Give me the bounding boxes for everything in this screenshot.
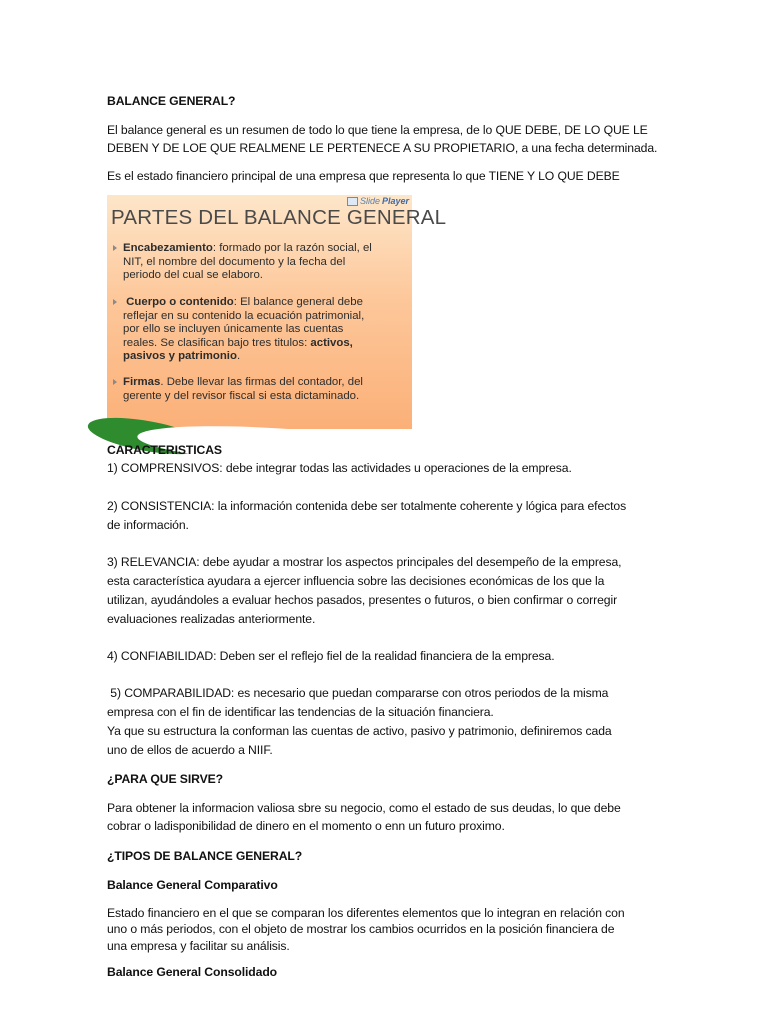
bullet-keyword: Firmas xyxy=(123,376,161,388)
caract-3-line-4: evaluaciones realizadas anteriormente. xyxy=(107,612,316,626)
caract-1: 1) COMPRENSIVOS: debe integrar todas las actividades u operaciones de la empresa. xyxy=(107,461,572,475)
bullet-arrow-icon xyxy=(113,245,117,251)
slide-bullet-firmas xyxy=(113,376,399,403)
heading-tipos-balance: ¿TIPOS DE BALANCE GENERAL? xyxy=(107,849,303,863)
caract-5-line-3: Ya que su estructura la conforman las cuentas de activo, pasivo y patrimonio, definiremos cada xyxy=(107,724,612,738)
caract-2-line-2: de información. xyxy=(107,518,189,532)
logo-prefix: Slide xyxy=(359,196,380,206)
logo-suffix: Player xyxy=(381,196,409,206)
bullet-text: . xyxy=(236,350,241,363)
intro-line-1: El balance general es un resumen de todo lo que tiene la empresa, de lo QUE DEBE, DE LO QUE LE xyxy=(107,123,648,137)
para-line-2: cobrar o ladisponibilidad de dinero en el momento o enn un futuro proximo. xyxy=(107,819,505,833)
heading-balance-consolidado: Balance General Consolidado xyxy=(107,965,278,979)
slide-bullet-encabezamiento xyxy=(113,242,399,283)
comparativo-line-3: una empresa y facilitar su análisis. xyxy=(107,939,290,953)
bullet-keyword: Cuerpo o contenido xyxy=(126,296,234,308)
bullet-text: por ello se incluyen únicamente las cuentas xyxy=(123,323,344,336)
slide-image-partes-balance xyxy=(107,195,447,429)
heading-balance-comparativo: Balance General Comparativo xyxy=(107,878,278,892)
intro-line-2: DEBEN Y DE LOE QUE REALMENE LE PERTENECE A SU PROPIETARIO, a una fecha determinada. xyxy=(107,141,658,155)
screen-icon xyxy=(347,197,358,206)
bullet-text: : formado por la razón social, el xyxy=(212,242,372,254)
slide-bullet-cuerpo xyxy=(113,296,399,364)
para-line-1: Para obtener la informacion valiosa sbre su negocio, como el estado de sus deudas, lo que debe xyxy=(107,801,621,815)
caract-5-line-2: empresa con el fin de identificar las tendencias de la situación financiera. xyxy=(107,705,494,719)
bullet-text: . Debe llevar las firmas del contador, del xyxy=(160,376,363,388)
caract-3-line-3: utilizan, ayudándoles a evaluar hechos pasados, presentes o futuros, o bien confirmar o corregir xyxy=(107,593,618,607)
comparativo-line-2: uno o más periodos, con el objeto de mostrar los cambios ocurridos en la posición financiera de xyxy=(107,922,615,936)
bullet-text: gerente y del revisor fiscal si esta dictaminado. xyxy=(123,389,360,402)
bullet-text: NIT, el nombre del documento y la fecha del xyxy=(123,255,346,268)
caract-3-line-2: esta característica ayudara a ejercer influencia sobre las decisiones económicas de los que la xyxy=(107,574,605,588)
slide-title: PARTES DEL BALANCE GENERAL xyxy=(111,206,447,229)
comparativo-line-1: Estado financiero en el que se comparan los diferentes elementos que lo integran en relación con xyxy=(107,906,625,920)
slideplayer-logo xyxy=(347,196,409,206)
bullet-arrow-icon xyxy=(113,299,117,305)
caract-3-line-1: 3) RELEVANCIA: debe ayudar a mostrar los aspectos principales del desempeño de la empresa, xyxy=(107,555,622,569)
intro-line-3: Es el estado financiero principal de una empresa que representa lo que TIENE Y LO QUE DEBE xyxy=(107,169,620,183)
bullet-keyword: activos, xyxy=(310,336,353,349)
caract-5-line-1: 5) COMPARABILIDAD: es necesario que puedan compararse con otros periodos de la misma xyxy=(107,686,609,700)
bullet-text: periodo del cual se elaboro. xyxy=(123,269,263,282)
bullet-arrow-icon xyxy=(113,379,117,385)
caract-4: 4) CONFIABILIDAD: Deben ser el reflejo fiel de la realidad financiera de la empresa. xyxy=(107,649,555,663)
bullet-keyword: pasivos y patrimonio xyxy=(123,350,237,363)
heading-caracteristicas: CARACTERISTICAS xyxy=(107,443,222,457)
heading-para-que-sirve: ¿PARA QUE SIRVE? xyxy=(107,772,224,786)
bullet-text: : El balance general debe xyxy=(233,296,363,308)
caract-2-line-1: 2) CONSISTENCIA: la información contenida debe ser totalmente coherente y lógica para efectos xyxy=(107,499,627,513)
heading-balance-general: BALANCE GENERAL? xyxy=(107,94,236,108)
caract-5-line-4: uno de ellos de acuerdo a NIIF. xyxy=(107,743,273,757)
bullet-text: reflejar en su contenido la ecuación patrimonial, xyxy=(123,309,365,322)
bullet-text: reales. Se clasifican bajo tres titulos: xyxy=(123,336,311,349)
bullet-keyword: Encabezamiento xyxy=(123,242,213,254)
